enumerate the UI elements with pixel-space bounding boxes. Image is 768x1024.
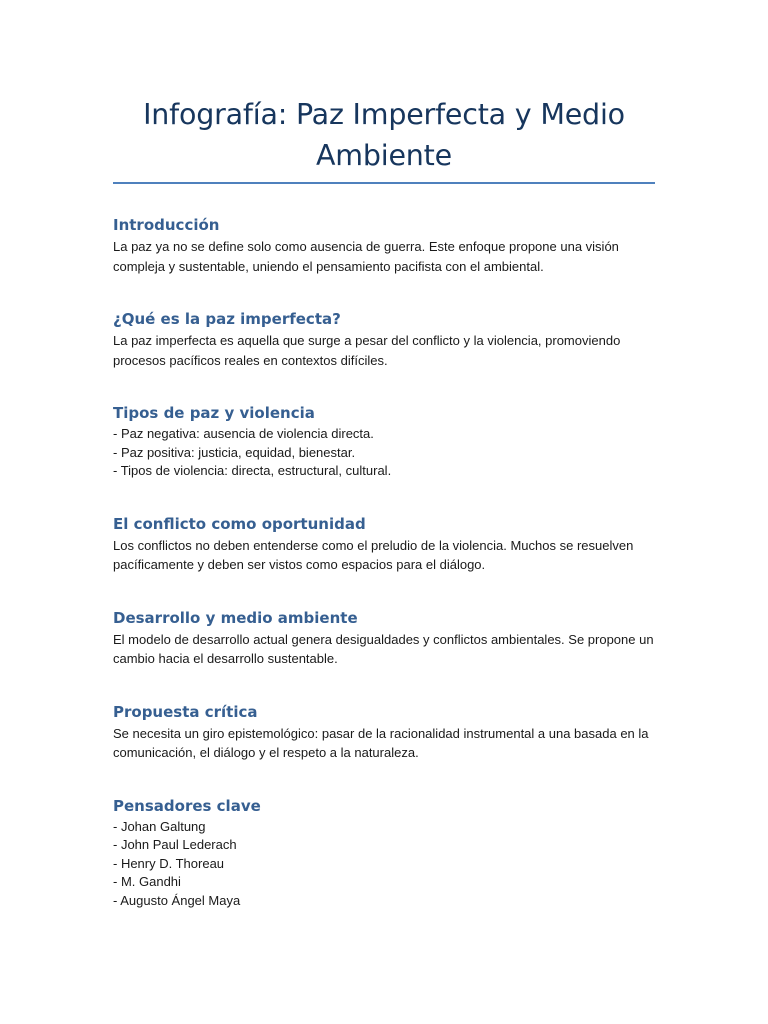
title-divider <box>113 182 655 184</box>
list-item: - Tipos de violencia: directa, estructural, cultural. <box>113 463 392 478</box>
section-heading: Tipos de paz y violencia <box>113 404 315 422</box>
list-item: - M. Gandhi <box>113 874 181 889</box>
section-tipos-paz-violencia <box>113 403 655 481</box>
section-heading: Pensadores clave <box>113 796 261 815</box>
section-body: La paz ya no se define solo como ausencia de guerra. Este enfoque propone una visión compleja y sustentable, uniendo el pensamiento pacifista con el ambiental. <box>113 239 619 274</box>
section-body: La paz imperfecta es aquella que surge a pesar del conflicto y la violencia, promoviendo procesos pacíficos reales en contextos difíciles. <box>113 333 621 368</box>
bullet-list <box>113 818 655 911</box>
section-heading: Introducción <box>113 216 220 234</box>
section-body: Se necesita un giro epistemológico: pasar de la racionalidad instrumental a una basada en la comunicación, el diálogo y el respeto a la naturaleza. <box>113 725 649 760</box>
section-desarrollo-medio-ambiente <box>113 608 655 669</box>
list-item: - Johan Galtung <box>113 818 206 834</box>
section-body: El modelo de desarrollo actual genera desigualdades y conflictos ambientales. Se propone un cambio hacia el desarrollo sustentable. <box>113 631 654 666</box>
list-item: - Paz negativa: ausencia de violencia directa. <box>113 426 374 441</box>
section-pensadores-clave <box>113 796 655 911</box>
list-item: - Paz positiva: justicia, equidad, bienestar. <box>113 444 356 460</box>
section-heading: Propuesta crítica <box>113 702 258 721</box>
section-introduccion <box>113 215 655 276</box>
section-body: Los conflictos no deben entenderse como el preludio de la violencia. Muchos se resuelven pacíficamente y deben ser vistos como espacios para el diálogo. <box>113 537 634 572</box>
document-title: Infografía: Paz Imperfecta y Medio Ambiente <box>143 98 625 172</box>
list-item: - Augusto Ángel Maya <box>113 892 241 908</box>
document-page <box>113 0 655 910</box>
section-heading: ¿Qué es la paz imperfecta? <box>113 310 341 328</box>
section-heading: Desarrollo y medio ambiente <box>113 608 358 627</box>
section-heading: El conflicto como oportunidad <box>113 514 366 533</box>
list-item: - John Paul Lederach <box>113 837 237 852</box>
section-que-es-paz-imperfecta <box>113 309 655 370</box>
section-conflicto-oportunidad <box>113 514 655 575</box>
list-item: - Henry D. Thoreau <box>113 855 225 871</box>
bullet-list <box>113 425 655 481</box>
section-propuesta-critica <box>113 702 655 763</box>
